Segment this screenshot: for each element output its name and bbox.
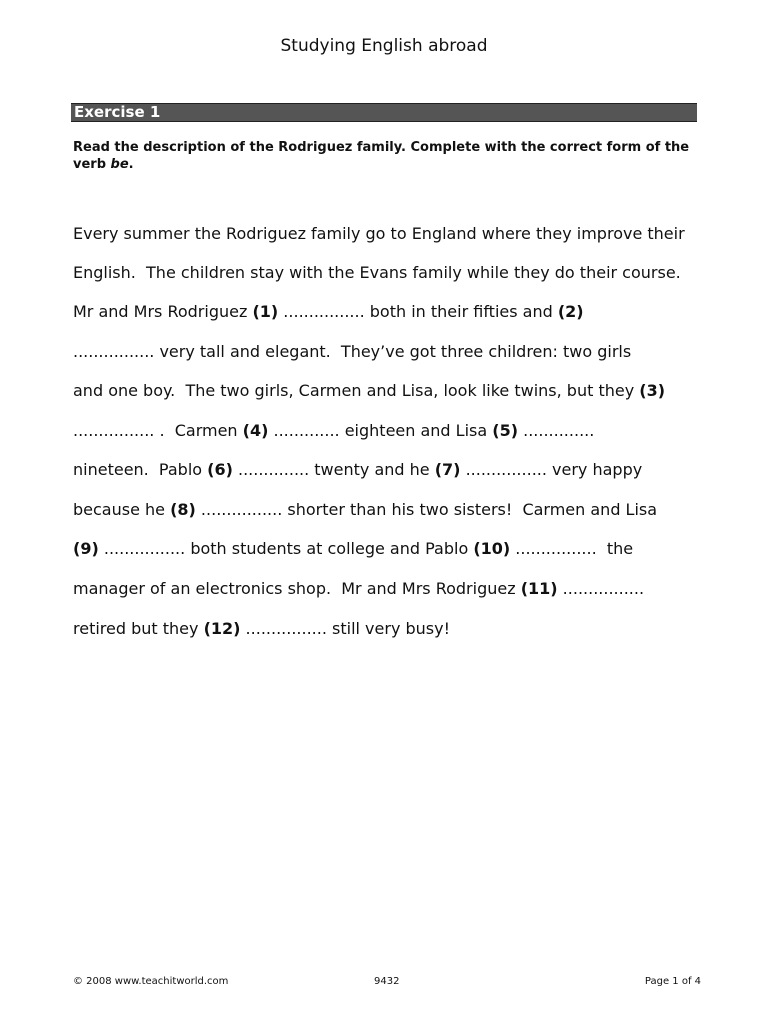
passage-text: ................ . Carmen: [73, 421, 243, 440]
passage-text: ................: [557, 579, 645, 598]
gap-number: (4): [242, 421, 269, 440]
passage-line: [73, 460, 642, 479]
passage-text: nineteen. Pablo: [73, 460, 208, 479]
passage-text: ............. eighteen and Lisa: [268, 421, 493, 440]
passage-line: [73, 342, 631, 361]
page-title: Studying English abroad: [280, 36, 488, 56]
passage-text: and one boy. The two girls, Carmen and Lisa, look like twins, but they: [73, 381, 640, 400]
passage-text: ................ still very busy!: [240, 619, 451, 638]
passage-line: [73, 421, 594, 440]
passage-line: [73, 263, 681, 282]
gap-number: (8): [170, 500, 196, 519]
exercise-heading-bar: [71, 103, 697, 122]
passage-text: ................ very happy: [460, 460, 643, 479]
passage-text: retired but they: [73, 619, 204, 638]
passage-line: [73, 224, 685, 243]
gap-number: (5): [492, 421, 519, 440]
passage-text: ................ the: [510, 539, 634, 558]
passage-text: ................ shorter than his two sisters! Carmen and Lisa: [195, 500, 658, 519]
instructions: [73, 139, 703, 173]
passage-text: Every summer the Rodriguez family go to England where they improve their: [73, 224, 685, 243]
gap-number: (6): [207, 460, 233, 479]
exercise-heading: Exercise 1: [74, 103, 161, 121]
footer-copyright: © 2008 www.teachitworld.com: [73, 976, 229, 987]
gap-number: (10): [473, 539, 511, 558]
gap-number: (3): [639, 381, 666, 400]
passage-text: Mr and Mrs Rodriguez: [73, 302, 253, 321]
gap-number: (11): [520, 579, 558, 598]
passage-line: [73, 381, 665, 400]
passage-text: manager of an electronics shop. Mr and Mrs Rodriguez: [73, 579, 521, 598]
passage-text: ................ both students at college and Pablo: [98, 539, 474, 558]
footer-page-number: Page 1 of 4: [644, 976, 701, 987]
gap-number: (12): [203, 619, 241, 638]
passage-text: ..............: [518, 421, 595, 440]
passage-text: ................ both in their fifties and: [278, 302, 558, 321]
instruction-end: .: [128, 157, 134, 172]
gap-number: (7): [434, 460, 461, 479]
passage-line: [73, 302, 584, 321]
passage-text: because he: [73, 500, 171, 519]
gap-number: (2): [557, 302, 584, 321]
instruction-text: Read the description of the Rodriguez family. Complete with the correct form of the verb: [73, 140, 690, 172]
footer-code: 9432: [374, 976, 400, 987]
gap-number: (9): [73, 539, 99, 558]
passage-text: English. The children stay with the Evans family while they do their course.: [73, 263, 681, 282]
passage-line: [73, 539, 633, 558]
passage-text: .............. twenty and he: [232, 460, 435, 479]
passage-text: ................ very tall and elegant. They’ve got three children: two girls: [73, 342, 632, 361]
gap-number: (1): [252, 302, 279, 321]
passage-line: [73, 500, 657, 519]
passage-line: [73, 619, 450, 638]
passage-line: [73, 579, 644, 598]
instruction-emphasis: be: [110, 157, 129, 172]
